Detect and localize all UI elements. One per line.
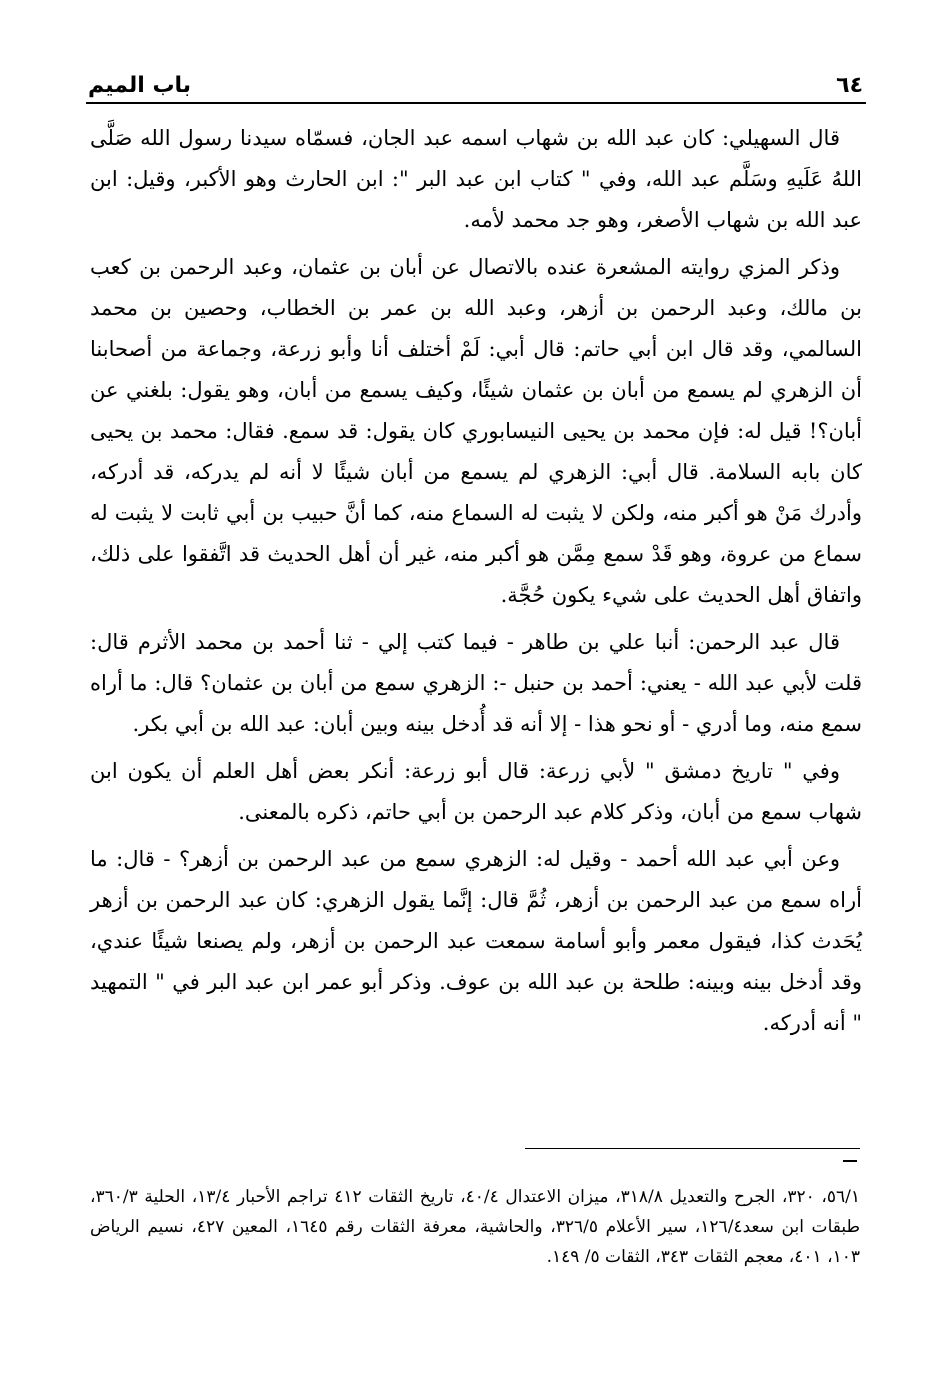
- paragraph: وفي " تاريخ دمشق " لأبي زرعة: قال أبو زرعة: أنكر بعض أهل العلم أن يكون ابن شهاب سمع من أبان، وذكر كلام عبد الرحمن بن أبي حاتم، ذكره بالمعنى.: [90, 759, 862, 824]
- paragraph: وذكر المزي روايته المشعرة عنده بالاتصال عن أبان بن عثمان، وعبد الرحمن بن كعب بن مالك، وعبد الرحمن بن أزهر، وعبد الله بن عمر بن الخطاب، وحصين بن محمد السالمي، وقد قال ابن أبي حاتم: قال أبي: لَمْ أختلف أنا وأبو زرعة، وجماعة من أصحابنا أن الزهري لم يسمع من أبان بن عثمان شيئًا، وكيف يسمع من أبان، وهو يقول: بلغني عن أبان؟! قيل له: فإن محمد بن يحيى النيسابوري كان يقول: قد سمع. فقال: محمد بن يحيى كان بابه السلامة. قال أبي: الزهري لم يسمع من أبان شيئًا لا أنه لم يدركه، قد أدركه، وأدرك مَنْ هو أكبر منه، ولكن لا يثبت له السماع منه، كما أنَّ حبيب بن أبي ثابت لا يثبت له سماع من عروة، وهو قَدْ سمع مِمَّن هو أكبر منه، غير أن أهل الحديث قد اتَّفقوا على ذلك، واتفاق أهل الحديث على شيء يكون حُجَّة.: [90, 255, 862, 607]
- paragraph: قال عبد الرحمن: أنبا علي بن طاهر - فيما كتب إلي - ثنا أحمد بن محمد الأثرم قال: قلت لأبي عبد الله - يعني: أحمد بن حنبل -: الزهري سمع من أبان بن عثمان؟ قال: ما أراه سمع منه، وما أدري - أو نحو هذا - إلا أنه قد أُدخل بينه وبين أبان: عبد الله بن أبي بكر.: [90, 630, 862, 736]
- paragraph: وعن أبي عبد الله أحمد - وقيل له: الزهري سمع من عبد الرحمن بن أزهر؟ - قال: ما أراه سمع من عبد الرحمن بن أزهر، ثُمَّ قال: إنَّما يقول الزهري: كان عبد الرحمن بن أزهر يُحَدث كذا، فيقول معمر وأبو أسامة سمعت عبد الرحمن بن أزهر، ولم يصنعا شيئًا عندي، وقد أدخل بينه وبينه: طلحة بن عبد الله بن عوف. وذكر أبو عمر ابن عبد البر في " التمهيد " أنه أدركه.: [90, 847, 862, 1035]
- footnote: ٥٦/١، ٣٢٠، الجرح والتعديل ٣١٨/٨، ميزان الاعتدال ٤٠/٤، تاريخ الثقات ٤١٢ تراجم الأحبار ١٣/٤، الحلية ٣٦٠/٣، طبقات ابن سعد١٢٦/٤، سير الأعلام ٣٢٦/٥، والحاشية، معرفة الثقات رقم ١٦٤٥، المعين ٤٢٧، نسيم الرياض ١٠٣، ٤٠١، معجم الثقات ٣٤٣، الثقات ٥/ ١٤٩.: [90, 1187, 861, 1267]
- chapter-title: باب الميم: [88, 73, 192, 98]
- footnote-marker: [843, 1160, 857, 1162]
- paragraph: قال السهيلي: كان عبد الله بن شهاب اسمه عبد الجان، فسمّاه سيدنا رسول الله صَلَّى اللهُ عَلَيهِ وسَلَّم عبد الله، وفي " كتاب ابن عبد البر ": ابن الحارث وهو الأكبر، وقيل: ابن عبد الله بن شهاب الأصغر، وهو جد محمد لأمه.: [90, 126, 862, 232]
- footnote-separator: [525, 1148, 860, 1149]
- page-number: ٦٤: [836, 73, 863, 98]
- page-header: [88, 58, 863, 98]
- main-text: [90, 118, 862, 1044]
- header-rule: [86, 102, 866, 104]
